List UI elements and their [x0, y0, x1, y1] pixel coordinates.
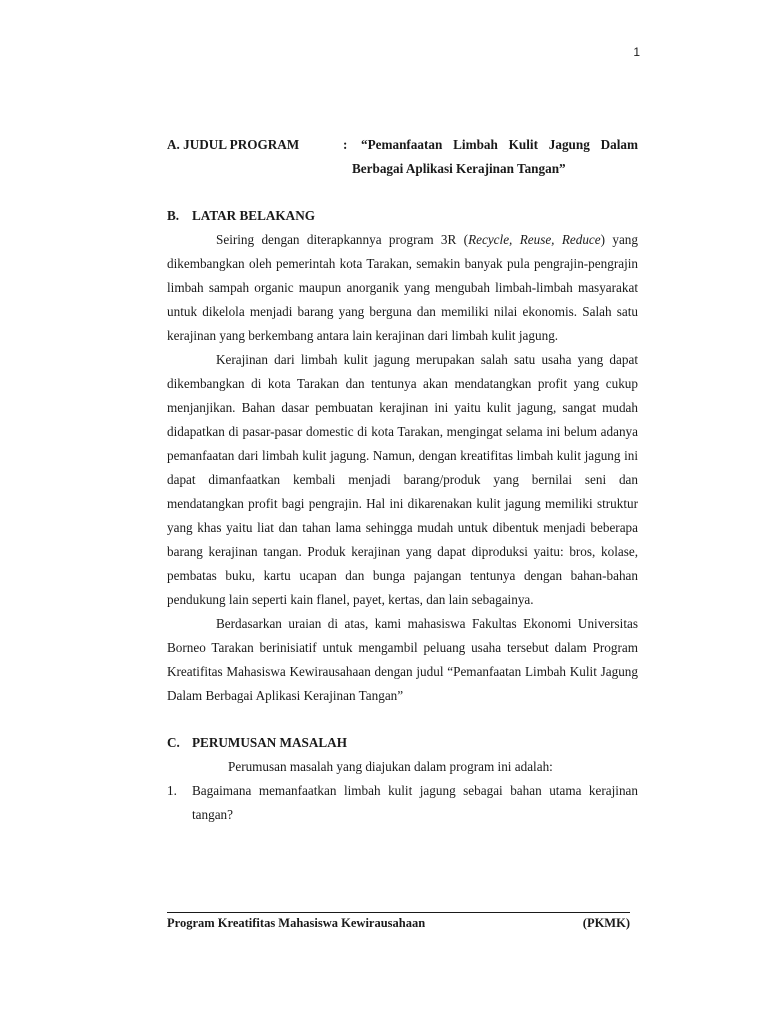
program-title-line-1: “Pemanfaatan Limbah Kulit Jagung Dalam [361, 137, 638, 152]
footer-program-code: (PKMK) [582, 916, 630, 930]
footer-divider [167, 912, 630, 913]
document-body [167, 133, 638, 827]
section-b-title: LATAR BELAKANG [192, 208, 315, 223]
section-c-letter: C. [167, 735, 180, 750]
footer-program-name: Program Kreatifitas Mahasiswa Kewirausahaan [167, 916, 426, 930]
list-item-text: Bagaimana memanfaatkan limbah kulit jagung sebagai bahan utama kerajinan tangan? [192, 783, 638, 822]
section-c-title: PERUMUSAN MASALAH [192, 735, 347, 750]
page-number: 1 [633, 45, 640, 59]
paragraph-1-text-a: Seiring dengan diterapkannya program 3R ( [216, 232, 469, 247]
section-b-letter: B. [167, 208, 180, 223]
section-a-title-row [167, 133, 638, 157]
section-a-label: A. JUDUL PROGRAM [167, 137, 300, 152]
program-title-line-2: Berbagai Aplikasi Kerajinan Tangan” [352, 161, 566, 176]
section-a-colon: : [343, 137, 348, 152]
paragraph-1-italic: Recycle, Reuse, Reduce [468, 232, 601, 247]
page-footer [167, 914, 630, 932]
problem-intro: Perumusan masalah yang diajukan dalam program ini adalah: [228, 759, 553, 774]
list-item-number: 1. [167, 783, 177, 798]
paragraph-1-text-b: ) yang dikembangkan oleh pemerintah kota Tarakan, semakin banyak pula pengrajin-pengrajin limbah sampah organic maupun anorganik yang mengubah limbah-limbah masyarakat untuk dikelola menjadi barang yang berguna dan memiliki nilai ekonomis. Salah satu kerajinan yang berkembang antara lain kerajinan dari limbah kulit jagung. [167, 232, 638, 343]
list-item [167, 779, 638, 827]
section-c-heading [167, 731, 638, 755]
background-paragraph-3: Berdasarkan uraian di atas, kami mahasiswa Fakultas Ekonomi Universitas Borneo Tarakan berinisiatif untuk mengambil peluang usaha tersebut dalam Program Kreatifitas Mahasiswa Kewirausahaan dengan judul “Pemanfaatan Limbah Kulit Jagung Dalam Berbagai Aplikasi Kerajinan Tangan” [167, 616, 638, 703]
section-b-heading [167, 204, 638, 228]
background-paragraph-2: Kerajinan dari limbah kulit jagung merupakan salah satu usaha yang dapat dikembangkan di kota Tarakan dan tentunya akan mendatangkan profit yang cukup menjanjikan. Bahan dasar pembuatan kerajinan ini yaitu kulit jagung, sangat mudah didapatkan di pasar-pasar domestic di kota Tarakan, mengingat selama ini belum adanya pemanfaatan dari limbah kulit jagung. Namun, dengan kreatifitas limbah kulit jagung ini dapat dimanfaatkan kembali menjadi barang/produk yang bernilai seni dan mendatangkan profit bagi pengrajin. Hal ini dikarenakan kulit jagung memiliki struktur yang khas yaitu liat dan tahan lama sehingga mudah untuk dibentuk menjadi beberapa barang kerajinan tangan. Produk kerajinan yang dapat diproduksi yaitu: bros, kolase, pembatas buku, kartu ucapan dan bunga pajangan tentunya dengan bahan-bahan pendukung lain seperti kain flanel, payet, kertas, dan lain sebagainya. [167, 352, 638, 607]
background-paragraph-1 [167, 228, 638, 348]
